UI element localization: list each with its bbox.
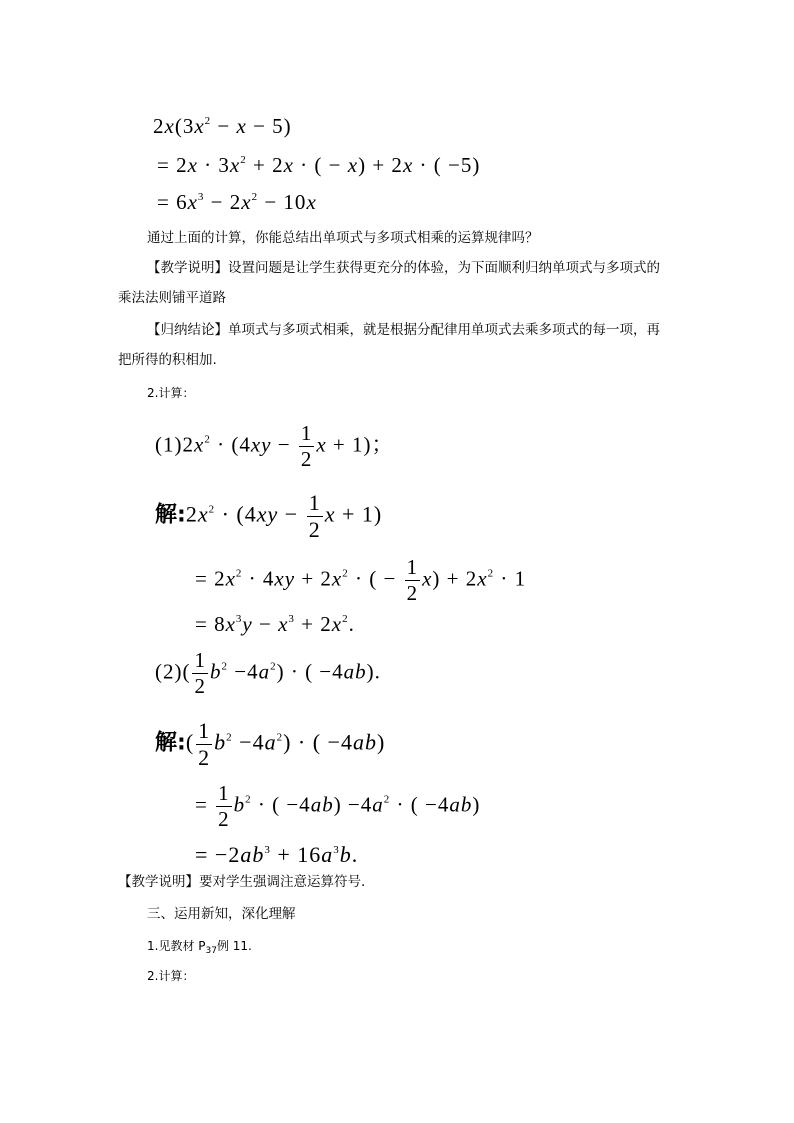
solution-label: 解 (155, 730, 178, 756)
conclusion-cont: 把所得的积相加. (118, 352, 217, 368)
intro-question: 通过上面的计算，你能总结出单项式与多项式相乘的运算规律吗？ (147, 230, 539, 246)
problem-2: (2)( $\frac{1}{2}$ $b^2 -4a^2$) · ( −4ab). (155, 648, 381, 698)
teaching-note-1-cont: 乘法法则铺平道路 (118, 290, 226, 306)
conclusion-text: 单项式与多项式相乘，就是根据分配律用单项式去乘多项式的每一项，再 (228, 322, 660, 338)
fraction-half: $\frac{1}{2}$ (218, 781, 230, 831)
math-line-step1: = $2x \cdot 3x^2 + 2x$ · ( − x) + 2x · ( −5) (157, 153, 481, 177)
solution-1-line2: = $2x^2 \cdot 4xy + 2x^2$ · ( − $\frac{1}{2}$ $x) + 2x^2 \cdot 1$ (195, 555, 527, 605)
item-1: 1.见教材 $P_{37}$例 11. (147, 939, 252, 956)
fraction-half: $\frac{1}{2}$ (308, 490, 321, 542)
solution-1-line1: 解$:2x^2 \cdot (4xy$ − $\frac{1}{2}$ x + 1) (155, 490, 383, 542)
conclusion-tag: 【归纳结论】 (147, 322, 228, 338)
teaching-note-text: 要对学生强调注意运算符号. (199, 874, 366, 890)
math-line-result: = $6x^3 - 2x^2 - 10x$ (157, 190, 317, 214)
teaching-note-1 (147, 262, 660, 276)
problem-1: $(1)2x^2 \cdot (4xy$ − $\frac{1}{2}$ x + 1)； (155, 421, 394, 471)
solution-2-line2: = $\frac{1}{2}$ $b^2$ · ( $-4ab) -4a^2$ · ( −4ab) (195, 781, 481, 831)
teaching-note-text: 设置问题是让学生获得更充分的体验，为下面顺利归纳单项式与多项式的 (228, 260, 660, 276)
fraction-half: $\frac{1}{2}$ (406, 555, 419, 605)
item-2-heading: 2.计算： (147, 969, 195, 983)
calc-heading: 2.计算： (147, 386, 195, 400)
teaching-note-2 (118, 876, 365, 890)
solution-2-line1: 解:( $\frac{1}{2}$ $b^2 -4a^2$) · ( −4ab) (155, 718, 386, 770)
solution-label: 解 (155, 502, 178, 528)
solution-2-result: = $-2ab^3 + 16a^3b$. (195, 842, 359, 867)
fraction-half: $\frac{1}{2}$ (194, 648, 206, 698)
teaching-note-tag: 【教学说明】 (147, 260, 228, 276)
conclusion (147, 324, 660, 338)
solution-1-result: = $8x^3y - x^3 + 2x^2$. (195, 612, 355, 636)
fraction-half: $\frac{1}{2}$ (300, 421, 313, 471)
section-3-heading: 三、运用新知，深化理解 (147, 906, 296, 922)
fraction-half: $\frac{1}{2}$ (198, 718, 211, 770)
math-line-expression: $2x(3x^2 - x - 5)$ (153, 114, 292, 138)
teaching-note-tag: 【教学说明】 (118, 874, 199, 890)
